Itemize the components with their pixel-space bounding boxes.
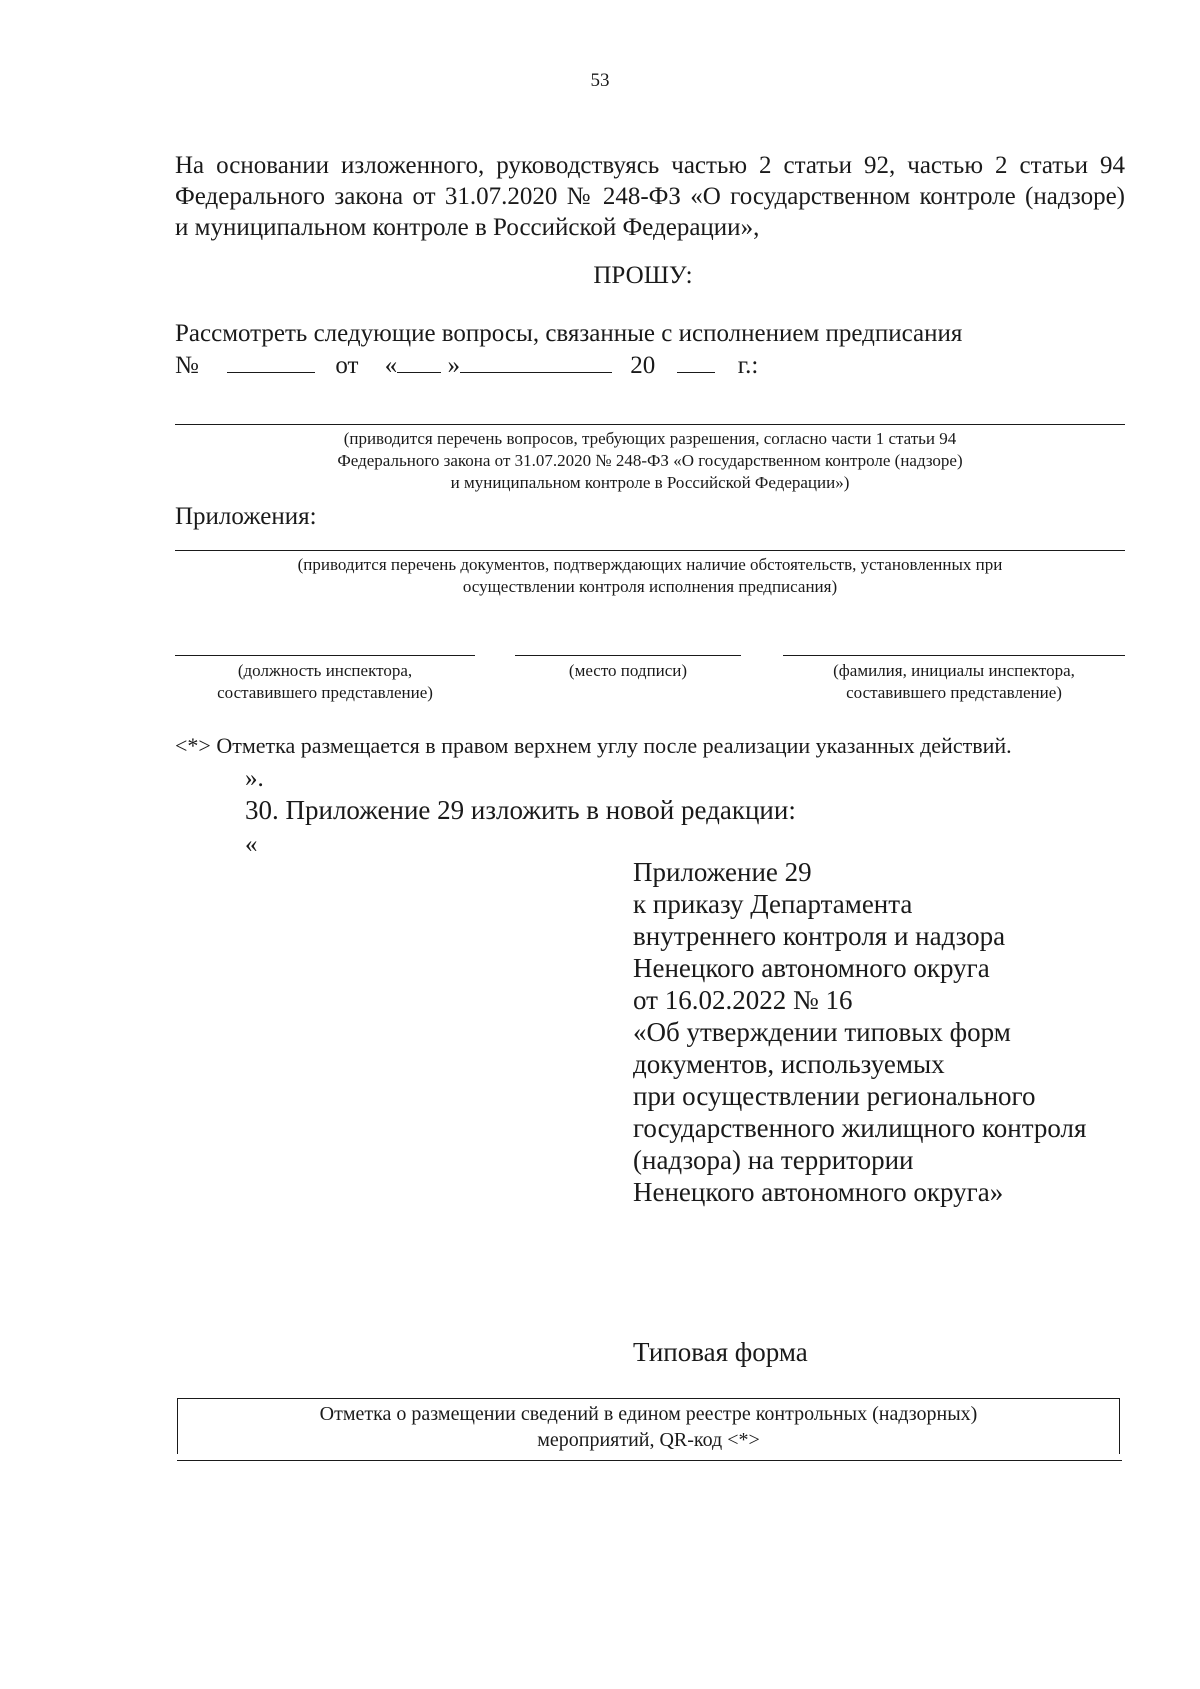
appendix-line: государственного жилищного контроля [633,1113,1087,1143]
number-blank [227,350,315,373]
place-signature-line [515,655,741,656]
opening-quote: « [245,831,258,858]
registry-box-bottom [177,1460,1122,1461]
appendix-line: внутреннего контроля и надзора [633,921,1006,951]
note-line: осуществлении контроля исполнения предписания) [462,577,838,596]
caption-line: (должность инспектора, [237,661,413,680]
month-blank [460,350,612,373]
issues-line [175,424,1125,425]
page-number: 53 [590,70,610,91]
appendix-line: (надзора) на территории [633,1145,914,1175]
place-caption [515,660,741,682]
intro-line: Федерального закона от 31.07.2020 № 248-ФЗ «О государственном контроле (надзоре) [175,183,1125,210]
appendix-line: Ненецкого автономного округа [633,953,990,983]
intro-line: и муниципальном контроле в Российской Федерации», [175,214,760,241]
intro-paragraph [175,150,1125,243]
name-caption [783,660,1125,704]
note-line: и муниципальном контроле в Российской Федерации») [450,473,850,492]
consider-text: Рассмотреть следующие вопросы, связанные с исполнением предписания [175,320,963,347]
caption-line: составившего представление) [217,683,433,702]
number-sign: № [175,352,199,379]
year-blank [677,350,715,373]
appendix-line: «Об утверждении типовых форм [633,1017,1011,1047]
quote-close: » [447,352,460,379]
quote-open: « [384,352,398,379]
closing-quote: ». [245,765,264,792]
appendix-line: документов, используемых [633,1049,945,1079]
year-prefix: 20 [630,352,656,379]
registry-box [177,1398,1120,1454]
year-suffix: г.: [737,352,759,379]
attachments-line [175,550,1125,551]
position-signature-line [175,655,475,656]
item-30: 30. Приложение 29 изложить в новой редакции: [245,795,796,825]
day-blank [397,350,441,373]
registry-line: мероприятий, QR-код <*> [537,1429,760,1451]
appendix-line: от 16.02.2022 № 16 [633,985,853,1015]
request-heading: ПРОШУ: [593,262,693,289]
registry-line: Отметка о размещении сведений в едином реестре контрольных (надзорных) [319,1403,978,1425]
appendix-line: Приложение 29 [633,857,812,887]
name-signature-line [783,655,1125,656]
caption-line: составившего представление) [846,683,1062,702]
appendix-line: Ненецкого автономного округа» [633,1177,1004,1207]
appendix-header [633,856,1086,1208]
appendix-line: к приказу Департамента [633,889,913,919]
prescription-number-line [175,350,758,380]
caption-line: (фамилия, инициалы инспектора, [833,661,1075,680]
form-title: Типовая форма [633,1337,808,1367]
caption-line: (место подписи) [568,661,688,680]
position-caption [175,660,475,704]
appendix-line: при осуществлении регионального [633,1081,1036,1111]
note-line: (приводится перечень документов, подтверждающих наличие обстоятельств, установленных при [297,555,1003,574]
attachments-label: Приложения: [175,503,317,530]
intro-line: На основании изложенного, руководствуясь частью 2 статьи 92, частью 2 статьи 94 [175,152,1125,179]
from-word: от [335,352,359,379]
note-line: Федерального закона от 31.07.2020 № 248-ФЗ «О государственном контроле (надзоре) [337,451,963,470]
documents-note [175,554,1125,598]
footnote: <*> Отметка размещается в правом верхнем углу после реализации указанных действий. [175,733,1012,758]
issues-note [175,428,1125,494]
note-line: (приводится перечень вопросов, требующих разрешения, согласно части 1 статьи 94 [343,429,957,448]
